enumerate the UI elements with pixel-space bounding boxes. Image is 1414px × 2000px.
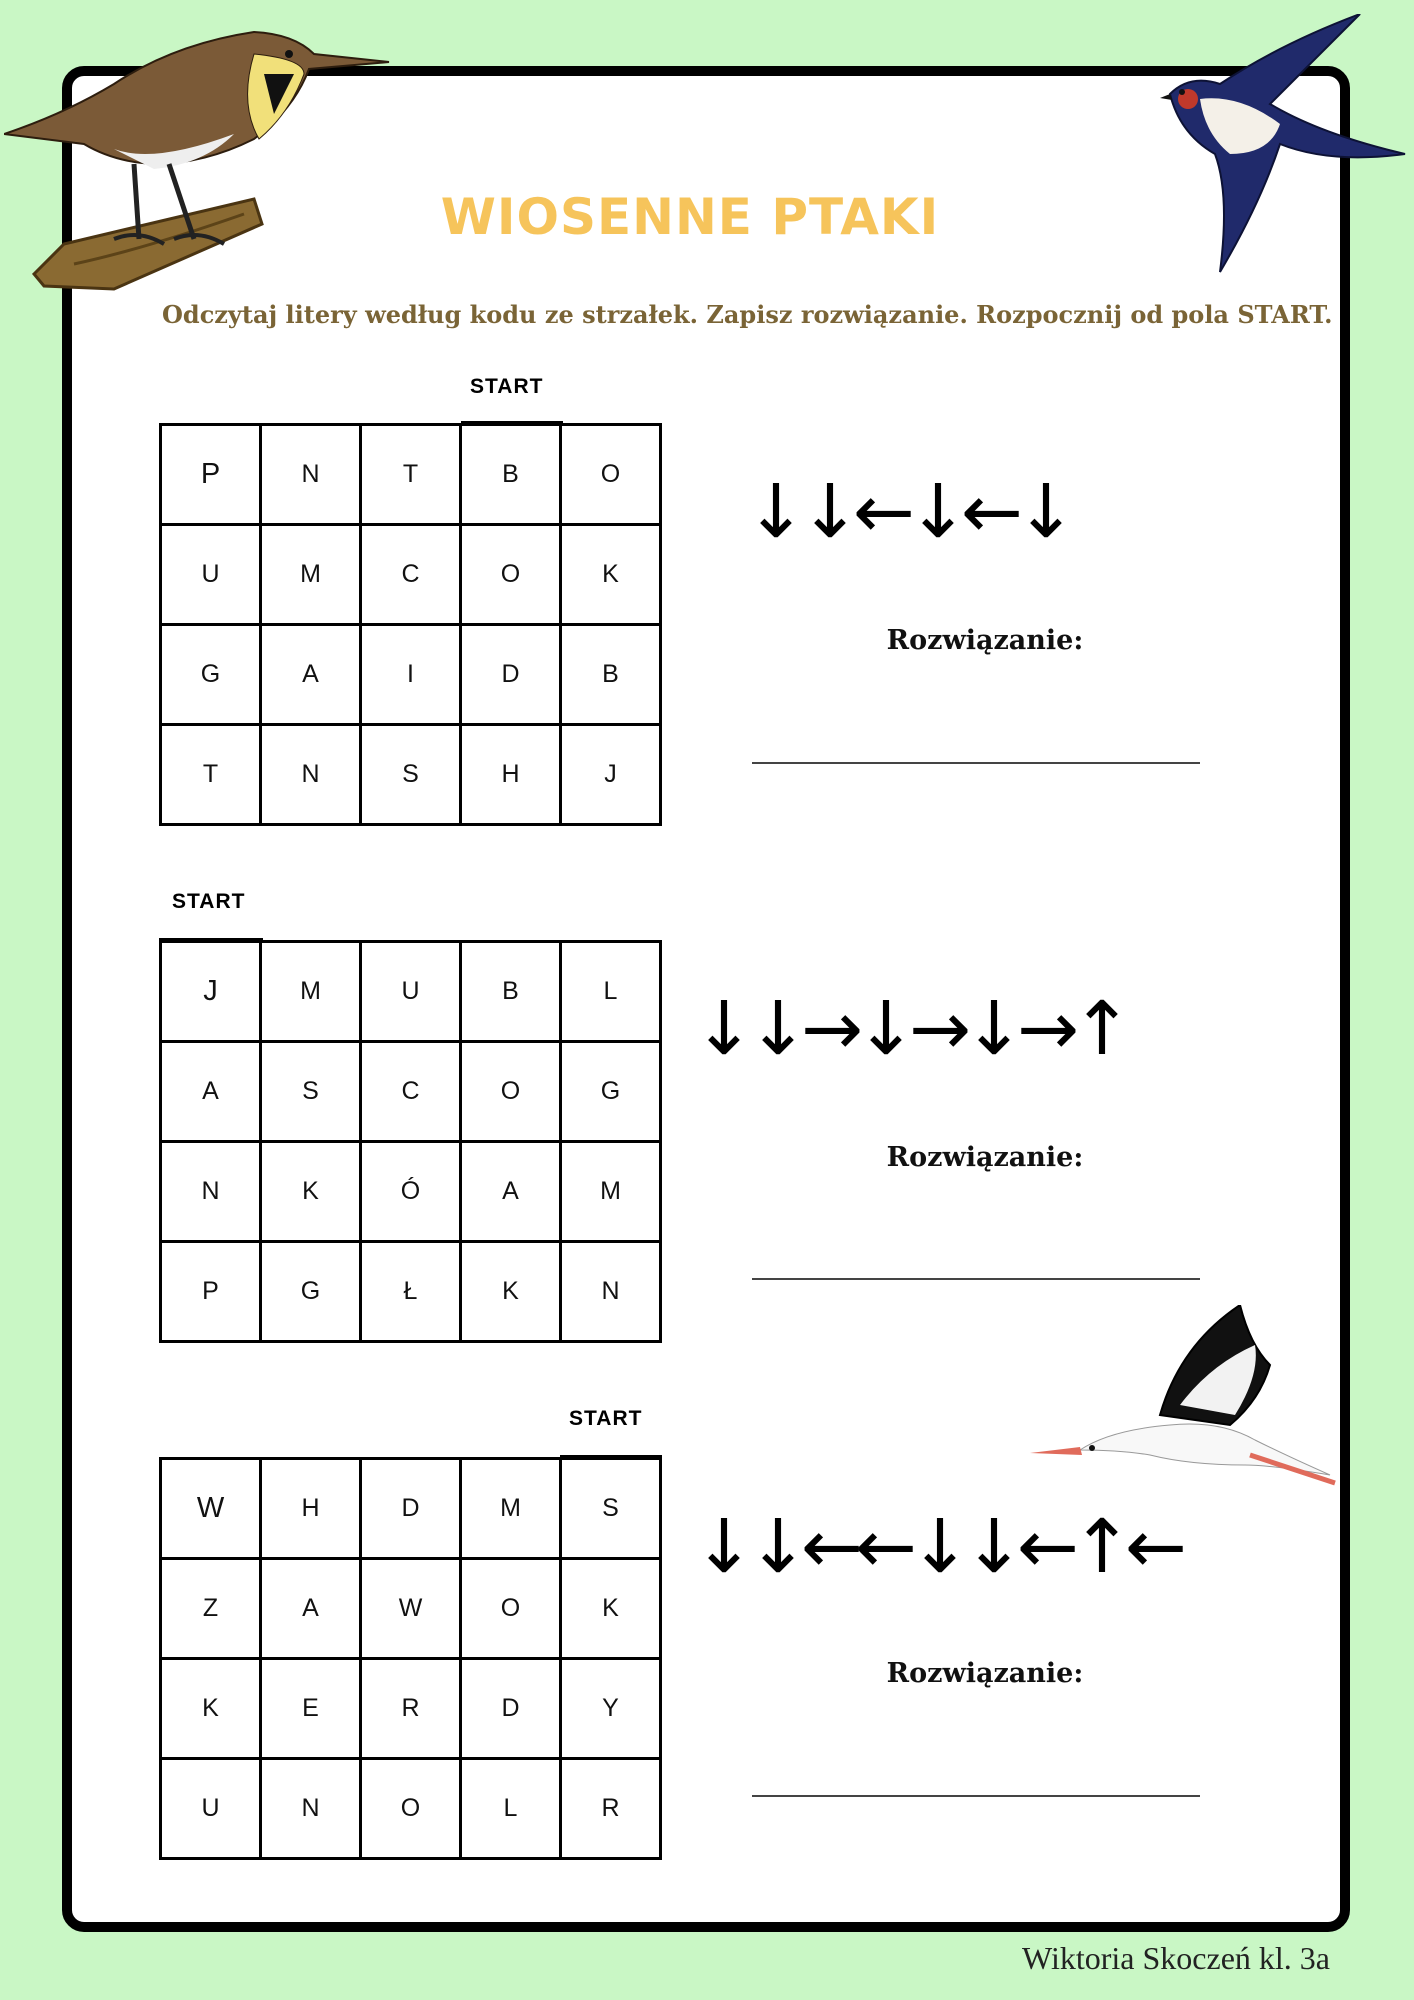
author-signature: Wiktoria Skoczeń kl. 3a [1022, 1940, 1330, 1976]
grid-cell: H [262, 1460, 362, 1560]
solution-label: Rozwiązanie: [886, 625, 1084, 656]
grid-cell: O [462, 526, 562, 626]
grid-cell: E [262, 1660, 362, 1760]
solution-label: Rozwiązanie: [886, 1142, 1084, 1173]
grid-cell: L [562, 943, 662, 1043]
grid-cell: A [262, 1560, 362, 1660]
grid-cell: S [362, 726, 462, 826]
grid-cell: K [462, 1243, 562, 1343]
grid-cell: D [462, 626, 562, 726]
grid-cell: A [462, 1143, 562, 1243]
grid-cell: A [162, 1043, 262, 1143]
letter-grid [159, 1457, 662, 1860]
grid-cell: O [462, 1560, 562, 1660]
grid-cell: N [262, 726, 362, 826]
grid-cell: O [462, 1043, 562, 1143]
grid-cell: T [362, 426, 462, 526]
grid-cell: M [462, 1460, 562, 1560]
grid-cell: R [362, 1660, 462, 1760]
start-label: START [172, 890, 246, 913]
grid-cell: W [162, 1460, 262, 1560]
grid-cell: K [162, 1660, 262, 1760]
arrow-code: ↓↓←←↓↓←↑← [693, 1504, 1180, 1590]
grid-cell: Ó [362, 1143, 462, 1243]
grid-cell: D [362, 1460, 462, 1560]
grid-cell: T [162, 726, 262, 826]
grid-cell: A [262, 626, 362, 726]
grid-cell: L [462, 1760, 562, 1860]
stork-illustration [1030, 1305, 1340, 1490]
grid-cell: P [162, 1243, 262, 1343]
grid-cell: K [262, 1143, 362, 1243]
start-label: START [470, 375, 544, 398]
grid-cell: N [262, 1760, 362, 1860]
grid-cell: B [562, 626, 662, 726]
grid-cell: B [462, 943, 562, 1043]
instruction-text: Odczytaj litery według kodu ze strzałek. Zapisz rozwiązanie. Rozpocznij od pola START. [162, 300, 1333, 329]
grid-cell: U [362, 943, 462, 1043]
grid-cell: I [362, 626, 462, 726]
grid-cell: N [562, 1243, 662, 1343]
grid-cell: C [362, 526, 462, 626]
grid-cell: Ł [362, 1243, 462, 1343]
grid-cell: M [562, 1143, 662, 1243]
grid-cell: M [262, 526, 362, 626]
page-title: WIOSENNE PTAKI [440, 188, 940, 246]
letter-grid [159, 423, 662, 826]
grid-cell: O [362, 1760, 462, 1860]
grid-cell: O [562, 426, 662, 526]
grid-cell: U [162, 526, 262, 626]
grid-cell: Y [562, 1660, 662, 1760]
solution-label: Rozwiązanie: [886, 1658, 1084, 1689]
solution-line[interactable] [752, 762, 1200, 764]
grid-cell: W [362, 1560, 462, 1660]
grid-cell: N [262, 426, 362, 526]
grid-cell: J [562, 726, 662, 826]
grid-cell: S [562, 1460, 662, 1560]
grid-cell: J [162, 943, 262, 1043]
grid-cell: D [462, 1660, 562, 1760]
grid-cell: M [262, 943, 362, 1043]
grid-cell: H [462, 726, 562, 826]
letter-grid [159, 940, 662, 1343]
grid-cell: N [162, 1143, 262, 1243]
grid-cell: G [262, 1243, 362, 1343]
solution-line[interactable] [752, 1278, 1200, 1280]
grid-cell: R [562, 1760, 662, 1860]
arrow-code: ↓↓←↓←↓ [745, 469, 1070, 555]
grid-cell: Z [162, 1560, 262, 1660]
grid-cell: U [162, 1760, 262, 1860]
grid-cell: C [362, 1043, 462, 1143]
grid-cell: B [462, 426, 562, 526]
grid-cell: K [562, 526, 662, 626]
grid-cell: P [162, 426, 262, 526]
grid-cell: G [562, 1043, 662, 1143]
arrow-code: ↓↓→↓→↓→↑ [693, 986, 1126, 1072]
grid-cell: K [562, 1560, 662, 1660]
grid-cell: G [162, 626, 262, 726]
grid-cell: S [262, 1043, 362, 1143]
start-label: START [569, 1407, 643, 1430]
meadowlark-illustration [4, 14, 394, 304]
solution-line[interactable] [752, 1795, 1200, 1797]
